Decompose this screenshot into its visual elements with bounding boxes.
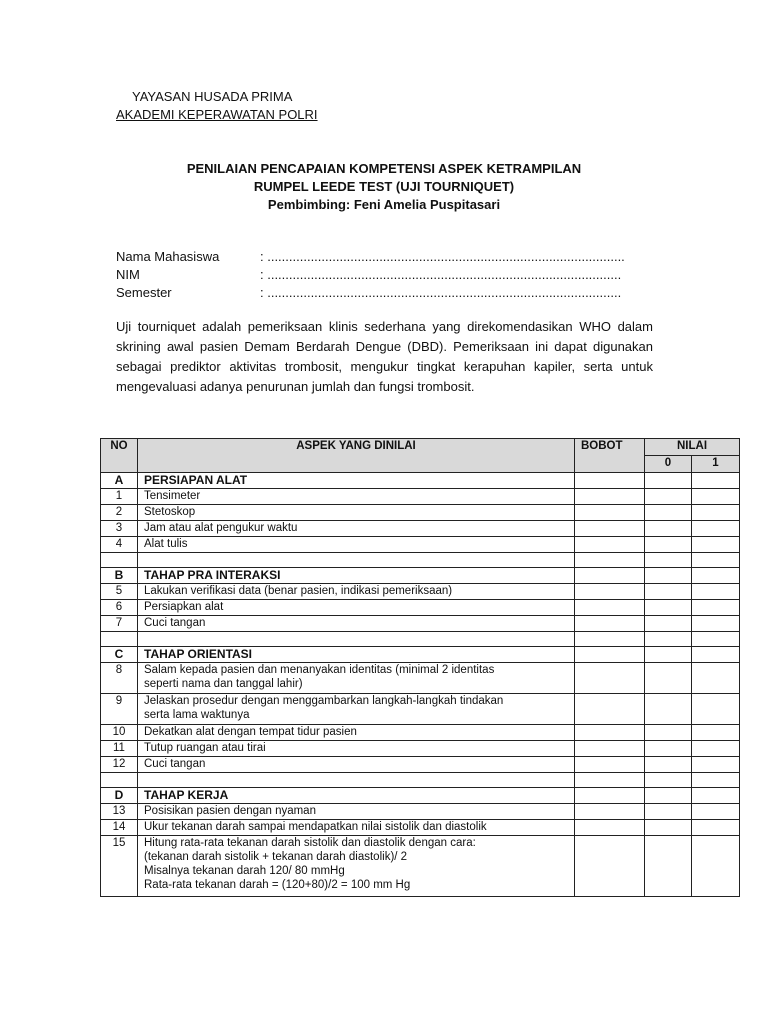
item-number: 6: [101, 600, 138, 616]
section-title: PERSIAPAN ALAT: [138, 473, 575, 489]
item-text-line: Tutup ruangan atau tirai: [144, 742, 266, 754]
weight-cell[interactable]: [575, 647, 645, 663]
item-aspect: [138, 804, 575, 820]
item-number: 11: [101, 741, 138, 757]
item-aspect: [138, 489, 575, 505]
weight-cell[interactable]: [575, 521, 645, 537]
score-0-cell[interactable]: [645, 616, 692, 632]
item-aspect: [138, 616, 575, 632]
item-aspect: [138, 836, 575, 897]
score-0-cell[interactable]: [645, 473, 692, 489]
section-row: [101, 647, 740, 663]
item-text-line: Hitung rata-rata tekanan darah sistolik dan diastolik dengan cara:: [144, 837, 476, 849]
item-aspect: [138, 741, 575, 757]
item-number: 3: [101, 521, 138, 537]
empty-cell: [138, 553, 575, 568]
score-0-cell[interactable]: [645, 537, 692, 553]
score-1-cell[interactable]: [692, 694, 740, 725]
item-text-line: Misalnya tekanan darah 120/ 80 mmHg: [144, 865, 345, 877]
header-score-1: 1: [692, 456, 740, 473]
section-code: B: [101, 568, 138, 584]
nim-field[interactable]: : ..................................................................................................: [260, 267, 622, 282]
score-1-cell[interactable]: [692, 804, 740, 820]
score-1-cell[interactable]: [692, 505, 740, 521]
weight-cell[interactable]: [575, 694, 645, 725]
score-1-cell[interactable]: [692, 647, 740, 663]
foundation-name: YAYASAN HUSADA PRIMA: [132, 89, 293, 104]
weight-cell[interactable]: [575, 836, 645, 897]
assessment-table-body: [101, 473, 740, 897]
item-number: 13: [101, 804, 138, 820]
score-0-cell[interactable]: [645, 725, 692, 741]
empty-cell: [645, 773, 692, 788]
score-0-cell[interactable]: [645, 489, 692, 505]
weight-cell[interactable]: [575, 725, 645, 741]
weight-cell[interactable]: [575, 505, 645, 521]
score-0-cell[interactable]: [645, 741, 692, 757]
item-aspect: [138, 663, 575, 694]
semester-label: Semester: [116, 285, 172, 300]
weight-cell[interactable]: [575, 757, 645, 773]
score-1-cell[interactable]: [692, 600, 740, 616]
item-text-line: Cuci tangan: [144, 758, 206, 770]
score-1-cell[interactable]: [692, 537, 740, 553]
item-text-line: Posisikan pasien dengan nyaman: [144, 805, 316, 817]
header-score: NILAI: [645, 439, 740, 456]
score-0-cell[interactable]: [645, 647, 692, 663]
item-text-line: Salam kepada pasien dan menanyakan identitas (minimal 2 identitas: [144, 664, 495, 676]
score-0-cell[interactable]: [645, 521, 692, 537]
student-identity: [116, 248, 625, 302]
item-number: 7: [101, 616, 138, 632]
item-aspect: [138, 725, 575, 741]
header-score-0: 0: [645, 456, 692, 473]
score-1-cell[interactable]: [692, 820, 740, 836]
table-row: [101, 663, 740, 694]
empty-cell: [645, 553, 692, 568]
item-aspect: [138, 537, 575, 553]
item-aspect: [138, 694, 575, 725]
item-text-line: Jam atau alat pengukur waktu: [144, 522, 298, 534]
item-text-line: serta lama waktunya: [144, 709, 250, 721]
item-number: 9: [101, 694, 138, 725]
table-row: [101, 537, 740, 553]
weight-cell[interactable]: [575, 568, 645, 584]
empty-cell: [575, 773, 645, 788]
score-1-cell[interactable]: [692, 836, 740, 897]
table-row: [101, 757, 740, 773]
table-row: [101, 505, 740, 521]
score-1-cell[interactable]: [692, 568, 740, 584]
table-row: [101, 489, 740, 505]
weight-cell[interactable]: [575, 489, 645, 505]
weight-cell[interactable]: [575, 663, 645, 694]
item-text-line: seperti nama dan tanggal lahir): [144, 678, 303, 690]
table-row: [101, 600, 740, 616]
empty-cell: [575, 553, 645, 568]
score-0-cell[interactable]: [645, 505, 692, 521]
item-aspect: [138, 600, 575, 616]
assessment-table: [100, 438, 740, 897]
weight-cell[interactable]: [575, 473, 645, 489]
item-text-line: (tekanan darah sistolik + tekanan darah diastolik)/ 2: [144, 851, 408, 863]
item-number: 4: [101, 537, 138, 553]
empty-cell: [692, 632, 740, 647]
item-number: 14: [101, 820, 138, 836]
empty-cell: [101, 553, 138, 568]
intro-paragraph: Uji tourniquet adalah pemeriksaan klinis sederhana yang direkomendasikan WHO dalam skrining awal pasien Demam Berdarah Dengue (DBD). Pemeriksaan ini dapat digunakan sebagai prediktor aktivitas trombosit, mengukur tingkat kerapuhan kapiler, serta untuk mengevaluasi adanya penurunan jumlah dan fungsi trombosit.: [116, 319, 653, 394]
weight-cell[interactable]: [575, 584, 645, 600]
table-row: [101, 804, 740, 820]
item-text-line: Cuci tangan: [144, 617, 206, 629]
name-label: Nama Mahasiswa: [116, 249, 220, 264]
header-no: NO: [101, 439, 138, 473]
item-text-line: Ukur tekanan darah sampai mendapatkan nilai sistolik dan diastolik: [144, 821, 487, 833]
document-subtitle: RUMPEL LEEDE TEST (UJI TOURNIQUET): [253, 179, 515, 194]
item-text-line: Stetoskop: [144, 506, 196, 518]
section-title: TAHAP ORIENTASI: [138, 647, 575, 663]
empty-cell: [101, 632, 138, 647]
section-code: D: [101, 788, 138, 804]
table-row: [101, 836, 740, 897]
score-1-cell[interactable]: [692, 584, 740, 600]
table-row: [101, 741, 740, 757]
item-text-line: Lakukan verifikasi data (benar pasien, indikasi pemeriksaan): [144, 585, 453, 597]
spacer-row: [101, 773, 740, 788]
score-0-cell[interactable]: [645, 584, 692, 600]
section-row: [101, 788, 740, 804]
table-row: [101, 694, 740, 725]
header-weight: BOBOT: [575, 439, 645, 473]
academy-name: AKADEMI KEPERAWATAN POLRI: [116, 107, 318, 122]
item-number: 1: [101, 489, 138, 505]
score-1-cell[interactable]: [692, 663, 740, 694]
item-aspect: [138, 584, 575, 600]
name-field[interactable]: : ...................................................................................................: [260, 249, 625, 264]
table-row: [101, 820, 740, 836]
empty-cell: [101, 773, 138, 788]
score-0-cell[interactable]: [645, 663, 692, 694]
section-row: [101, 473, 740, 489]
empty-cell: [692, 773, 740, 788]
score-0-cell[interactable]: [645, 820, 692, 836]
score-0-cell[interactable]: [645, 600, 692, 616]
weight-cell[interactable]: [575, 820, 645, 836]
score-1-cell[interactable]: [692, 757, 740, 773]
weight-cell[interactable]: [575, 616, 645, 632]
score-1-cell[interactable]: [692, 489, 740, 505]
table-row: [101, 725, 740, 741]
item-number: 10: [101, 725, 138, 741]
weight-cell[interactable]: [575, 804, 645, 820]
empty-cell: [138, 773, 575, 788]
section-title: TAHAP KERJA: [138, 788, 575, 804]
semester-field[interactable]: : ..................................................................................................: [260, 285, 622, 300]
item-text-line: Dekatkan alat dengan tempat tidur pasien: [144, 726, 357, 738]
item-text-line: Tensimeter: [144, 490, 201, 502]
section-row: [101, 568, 740, 584]
empty-cell: [138, 632, 575, 647]
score-1-cell[interactable]: [692, 788, 740, 804]
score-0-cell[interactable]: [645, 804, 692, 820]
score-1-cell[interactable]: [692, 725, 740, 741]
item-number: 12: [101, 757, 138, 773]
score-1-cell[interactable]: [692, 473, 740, 489]
item-text-line: Alat tulis: [144, 538, 188, 550]
weight-cell[interactable]: [575, 600, 645, 616]
item-text-line: Jelaskan prosedur dengan menggambarkan langkah-langkah tindakan: [144, 695, 504, 707]
item-number: 2: [101, 505, 138, 521]
section-code: C: [101, 647, 138, 663]
item-aspect: [138, 820, 575, 836]
item-number: 8: [101, 663, 138, 694]
score-0-cell[interactable]: [645, 568, 692, 584]
empty-cell: [645, 632, 692, 647]
section-title: TAHAP PRA INTERAKSI: [138, 568, 575, 584]
empty-cell: [692, 553, 740, 568]
table-row: [101, 584, 740, 600]
weight-cell[interactable]: [575, 788, 645, 804]
item-text-line: Persiapkan alat: [144, 601, 224, 613]
table-row: [101, 521, 740, 537]
document-title: PENILAIAN PENCAPAIAN KOMPETENSI ASPEK KETRAMPILAN: [186, 161, 582, 176]
supervisor-line: Pembimbing: Feni Amelia Puspitasari: [267, 197, 501, 212]
item-number: 5: [101, 584, 138, 600]
weight-cell[interactable]: [575, 741, 645, 757]
header-aspect: ASPEK YANG DINILAI: [138, 439, 575, 473]
section-code: A: [101, 473, 138, 489]
document-title-block: [100, 160, 668, 214]
spacer-row: [101, 553, 740, 568]
score-0-cell[interactable]: [645, 836, 692, 897]
score-0-cell[interactable]: [645, 757, 692, 773]
weight-cell[interactable]: [575, 537, 645, 553]
nim-label: NIM: [116, 267, 140, 282]
score-0-cell[interactable]: [645, 788, 692, 804]
item-aspect: [138, 757, 575, 773]
spacer-row: [101, 632, 740, 647]
item-aspect: [138, 521, 575, 537]
item-number: 15: [101, 836, 138, 897]
score-1-cell[interactable]: [692, 616, 740, 632]
table-row: [101, 616, 740, 632]
empty-cell: [575, 632, 645, 647]
item-text-line: Rata-rata tekanan darah = (120+80)/2 = 100 mm Hg: [144, 879, 411, 891]
score-1-cell[interactable]: [692, 521, 740, 537]
score-1-cell[interactable]: [692, 741, 740, 757]
score-0-cell[interactable]: [645, 694, 692, 725]
item-aspect: [138, 505, 575, 521]
